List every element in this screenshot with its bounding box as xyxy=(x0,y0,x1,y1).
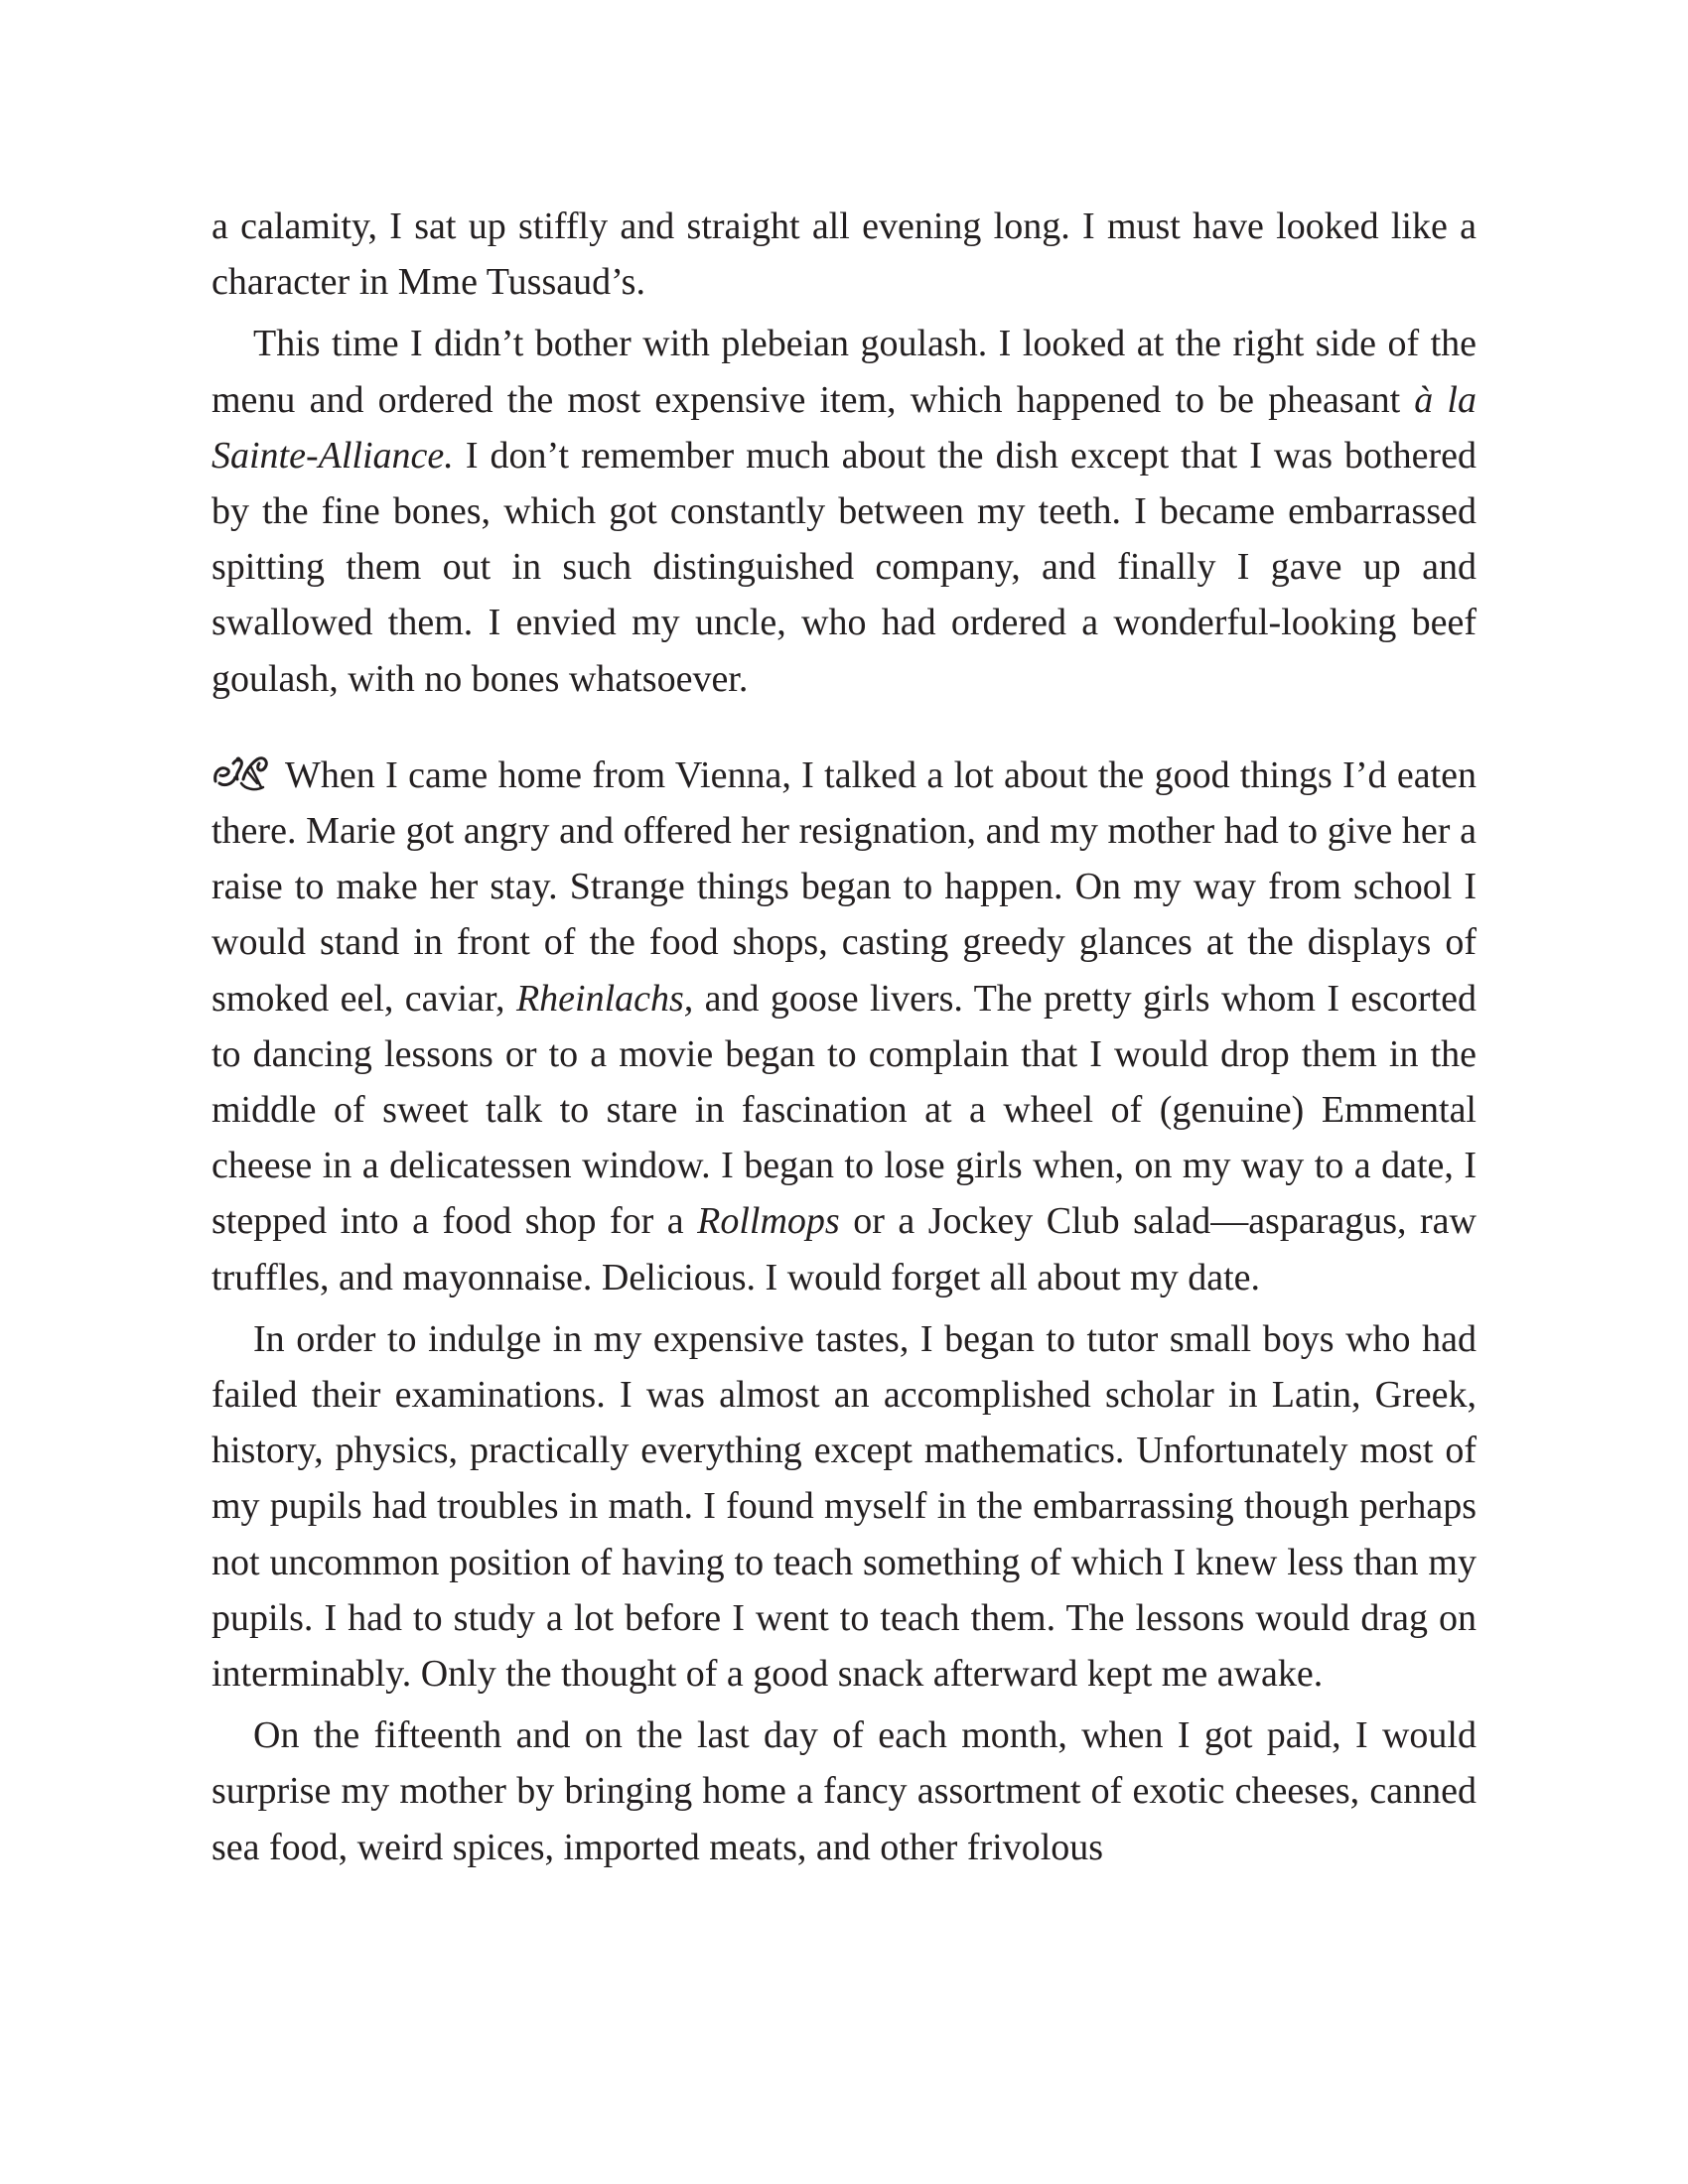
paragraph-2-text-b: I don’t remember much about the dish except that I was bothered by the fine bones, which got constantly between my teeth. I became embarrassed spitting them out in such distinguished company, and finally I gave up and swallowed them. I envied my uncle, who had ordered a wonderful-looking beef goulash, with no bones whatsoever. xyxy=(211,434,1477,700)
paragraph-1-text: a calamity, I sat up stiffly and straight all evening long. I must have looked like a character in Mme Tussaud’s. xyxy=(211,205,1477,304)
paragraph-5 xyxy=(211,1707,1477,1875)
paragraph-3 xyxy=(211,748,1477,1305)
paragraph-1 xyxy=(211,199,1477,310)
paragraph-5-text: On the fifteenth and on the last day of each month, when I got paid, I would surprise my mother by bringing home a fancy assortment of exotic cheeses, canned sea food, weird spices, imported meats, and other frivolous xyxy=(211,1714,1477,1868)
paragraph-2-italic-dish: à la Sainte-Alliance. xyxy=(211,378,1477,477)
paragraph-4 xyxy=(211,1311,1477,1702)
paragraph-2 xyxy=(211,316,1477,706)
paragraph-3-text-b: and goose livers. The pretty girls whom I escorted to dancing lessons or to a movie began to complain that I would drop them in the middle of sweet talk to stare in fascination at a wheel of (genuine) Emmental cheese in a delicatessen window. I began to lose girls when, on my way to a date, I stepped into a food shop for a xyxy=(211,977,1477,1243)
paragraph-3-text-a: When I came home from Vienna, I talked a lot about the good things I’d eaten there. Marie got angry and offered her resignation, and my mother had to give her a raise to make her stay. Strange things began to happen. On my way from school I would stand in front of the food shops, casting greedy glances at the displays of smoked eel, caviar, xyxy=(211,753,1477,1020)
paragraph-2-text-a: This time I didn’t bother with plebeian goulash. I looked at the right side of the menu and ordered the most expensive item, which happened to be pheasant xyxy=(211,323,1477,421)
paragraph-3-text-c: or a Jockey Club salad—asparagus, raw truffles, and mayonnaise. Delicious. I would forget all about my date. xyxy=(211,1200,1477,1298)
paragraph-4-text: In order to indulge in my expensive tastes, I began to tutor small boys who had failed their examinations. I was almost an accomplished scholar in Latin, Greek, history, physics, practically everything except mathematics. Unfortunately most of my pupils had troubles in math. I found myself in the embarrassing though perhaps not uncommon position of having to teach something of which I knew less than my pupils. I had to study a lot before I went to teach them. The lessons would drag on interminably. Only the thought of a good snack afterward kept me awake. xyxy=(211,1317,1477,1696)
paragraph-3-italic-rheinlachs: Rheinlachs, xyxy=(515,977,694,1020)
paragraph-3-italic-rollmops: Rollmops xyxy=(697,1200,840,1243)
section-ornament-icon xyxy=(211,753,273,793)
page-body xyxy=(211,199,1477,1875)
